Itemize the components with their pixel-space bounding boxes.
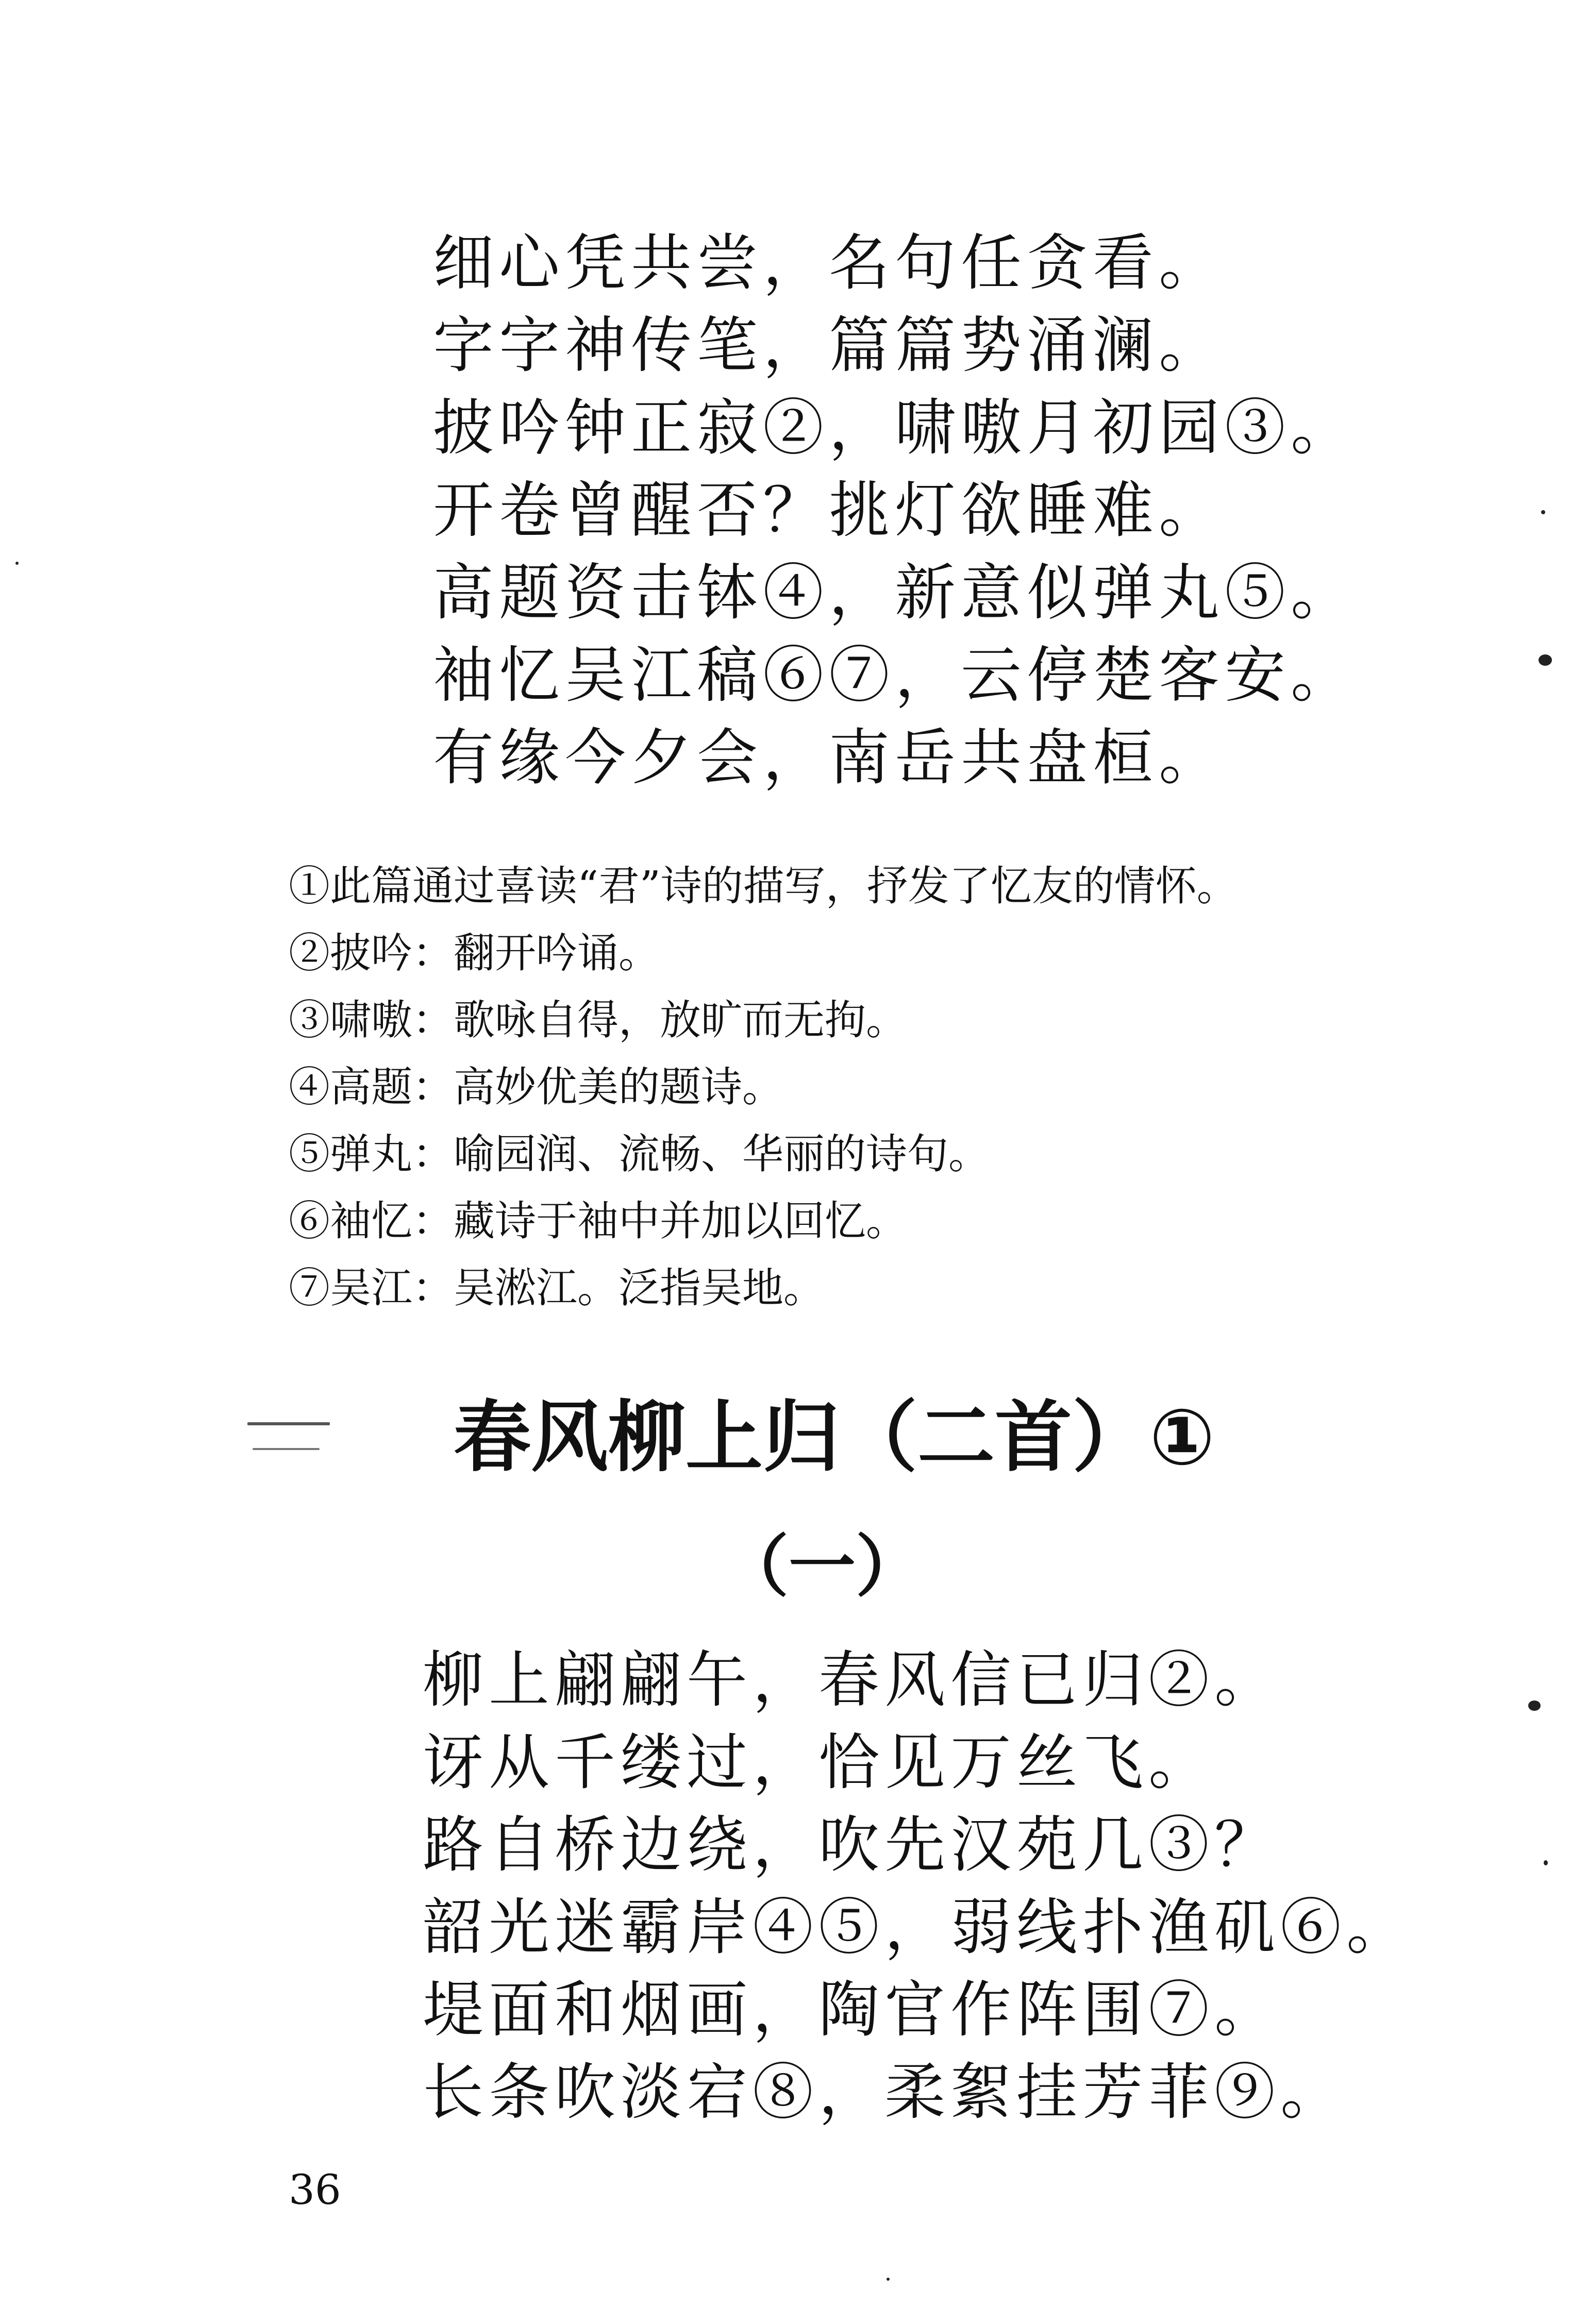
poem-line: 讶从千缕过，恰见万丝飞。	[423, 1727, 1215, 1798]
page-number: 36	[289, 2166, 341, 2214]
footnote: ⑦吴江：吴淞江。泛指吴地。	[289, 1264, 825, 1312]
scan-speck	[1541, 510, 1545, 514]
poem-line: 高题资击钵④，新意似弹丸⑤。	[433, 557, 1357, 628]
footnote: ①此篇通过喜读“君”诗的描写，抒发了忆友的情怀。	[289, 862, 1238, 910]
scan-speck	[887, 2278, 890, 2281]
poem-line: 披吟钟正寂②，啸嗷月初园③。	[433, 392, 1357, 463]
footnote: ④高题：高妙优美的题诗。	[289, 1063, 783, 1111]
scan-speck	[1544, 1860, 1548, 1865]
scan-speck	[1528, 1700, 1541, 1711]
scan-speck	[247, 1422, 330, 1425]
poem-line: 开卷曾醒否？挑灯欲睡难。	[433, 475, 1225, 546]
poem-line: 有缘今夕会，南岳共盘桓。	[433, 722, 1225, 793]
poem-line: 堤面和烟画，陶官作阵围⑦。	[423, 1974, 1281, 2045]
scan-speck	[1539, 654, 1552, 666]
footnote: ③啸嗷：歌咏自得，放旷而无拘。	[289, 996, 907, 1044]
poem-line: 韶光迷霸岸④⑤，弱线扑渔矶⑥。	[423, 1892, 1413, 1963]
poem-line: 柳上翩翩午，春风信已归②。	[423, 1644, 1281, 1715]
footnote: ②披吟：翻开吟诵。	[289, 929, 660, 977]
footnote: ⑤弹丸：喻园润、流畅、华丽的诗句。	[289, 1130, 990, 1178]
sub-title: （一）	[722, 1527, 923, 1606]
poem-line: 字字神传笔，篇篇势涌澜。	[433, 310, 1225, 381]
section-title: 春风柳上归（二首）①	[454, 1393, 1215, 1483]
scan-speck	[15, 562, 19, 565]
poem-line: 细心凭共尝，名句任贪看。	[433, 227, 1225, 298]
footnote: ⑥袖忆：藏诗于袖中并加以回忆。	[289, 1197, 907, 1245]
poem-line: 长条吹淡宕⑧，柔絮挂芳菲⑨。	[423, 2057, 1347, 2128]
poem-line: 袖忆吴江稿⑥⑦，云停楚客安。	[433, 639, 1357, 711]
scan-speck	[253, 1448, 320, 1450]
poem-line: 路自桥边绕，吹先汉苑几③？	[423, 1809, 1281, 1880]
